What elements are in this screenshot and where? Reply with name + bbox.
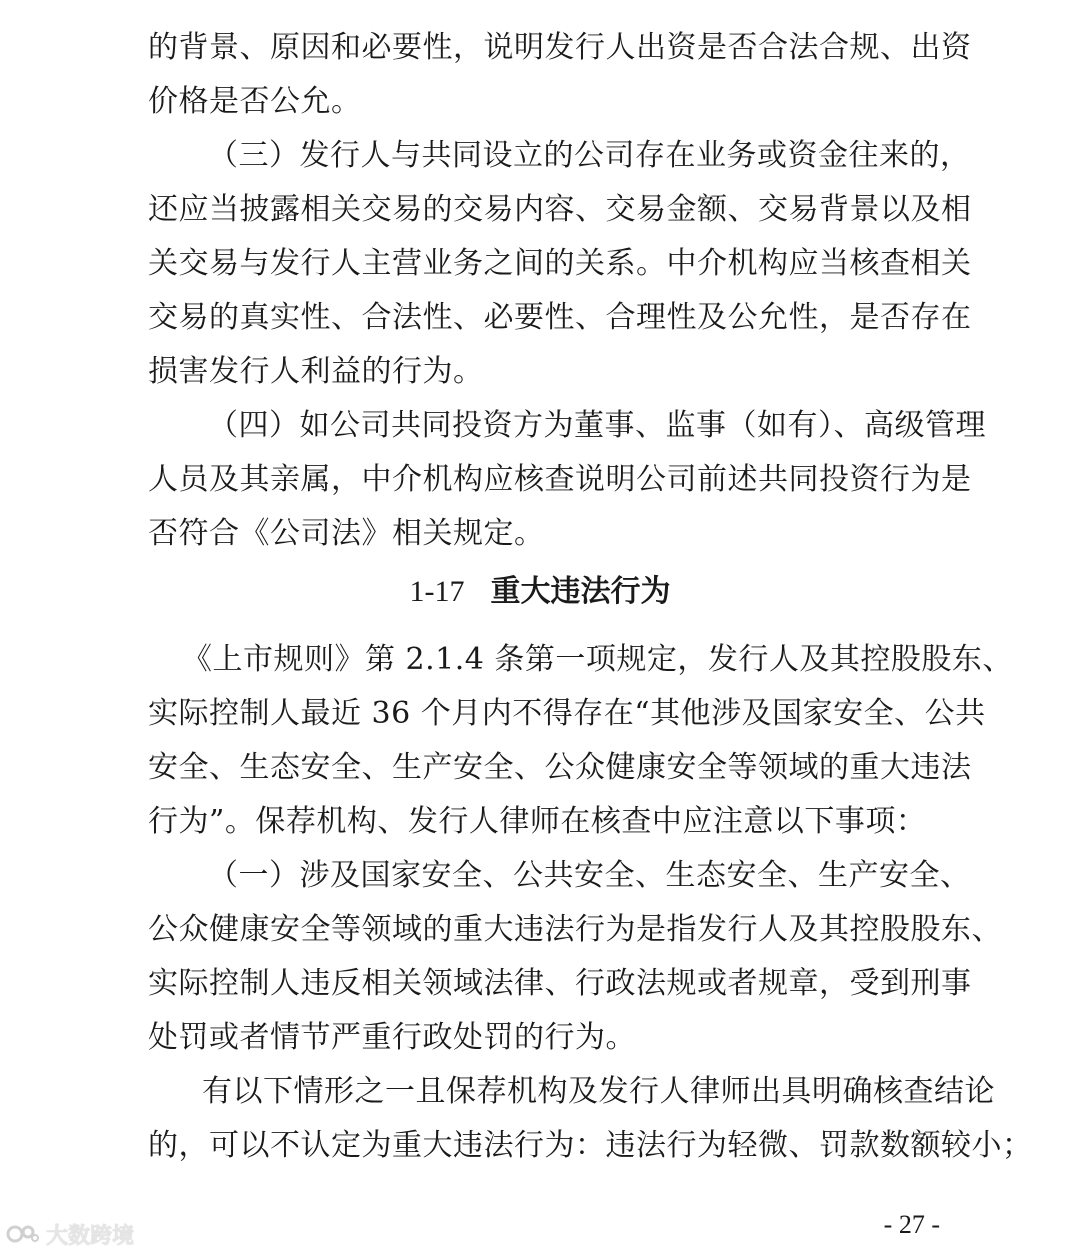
paragraph-line: 有以下情形之一且保荐机构及发行人律师出具明确核查结论 xyxy=(202,1074,995,1109)
paragraph-line: 价格是否公允。 xyxy=(148,84,362,119)
watermark-logo-icon xyxy=(6,1221,40,1247)
section-title: 重大违法行为 xyxy=(490,574,671,609)
section-heading xyxy=(0,572,1080,612)
paragraph-line: 否符合《公司法》相关规定。 xyxy=(148,516,545,551)
paragraph-line: 实际控制人最近 36 个月内不得存在“其他涉及国家安全、公共 xyxy=(148,696,986,731)
page-number: - 27 - xyxy=(883,1210,940,1239)
paragraph-line: 公众健康安全等领域的重大违法行为是指发行人及其控股股东、 xyxy=(148,912,1002,947)
paragraph-line: 的背景、原因和必要性，说明发行人出资是否合法合规、出资 xyxy=(148,30,972,65)
paragraph-line: 关交易与发行人主营业务之间的关系。中介机构应当核查相关 xyxy=(148,246,972,281)
paragraph-line: 损害发行人利益的行为。 xyxy=(148,354,484,389)
paragraph-line: 处罚或者情节严重行政处罚的行为。 xyxy=(148,1020,636,1055)
paragraph-line: 安全、生态安全、生产安全、公众健康安全等领域的重大违法 xyxy=(148,750,972,785)
paragraph-line: 实际控制人违反相关领域法律、行政法规或者规章，受到刑事 xyxy=(148,966,972,1001)
paragraph-line: （一）涉及国家安全、公共安全、生态安全、生产安全、 xyxy=(208,858,971,893)
paragraph-line: 人员及其亲属，中介机构应核查说明公司前述共同投资行为是 xyxy=(148,462,972,497)
paragraph-line: （三）发行人与共同设立的公司存在业务或资金往来的， xyxy=(208,138,971,173)
watermark-text: 大数跨境 xyxy=(46,1223,135,1249)
paragraph-line: 交易的真实性、合法性、必要性、合理性及公允性，是否存在 xyxy=(148,300,972,335)
section-number: 1-17 xyxy=(409,575,465,608)
watermark xyxy=(6,1218,134,1250)
paragraph-line: 行为”。保荐机构、发行人律师在核查中应注意以下事项： xyxy=(148,804,927,839)
paragraph-line: 还应当披露相关交易的交易内容、交易金额、交易背景以及相 xyxy=(148,192,972,227)
paragraph-line: 的，可以不认定为重大违法行为：违法行为轻微、罚款数额较小； xyxy=(148,1128,1033,1163)
paragraph-line: （四）如公司共同投资方为董事、监事（如有）、高级管理 xyxy=(208,408,986,443)
paragraph-line: 《上市规则》第 2.1.4 条第一项规定，发行人及其控股股东、 xyxy=(182,642,1013,677)
